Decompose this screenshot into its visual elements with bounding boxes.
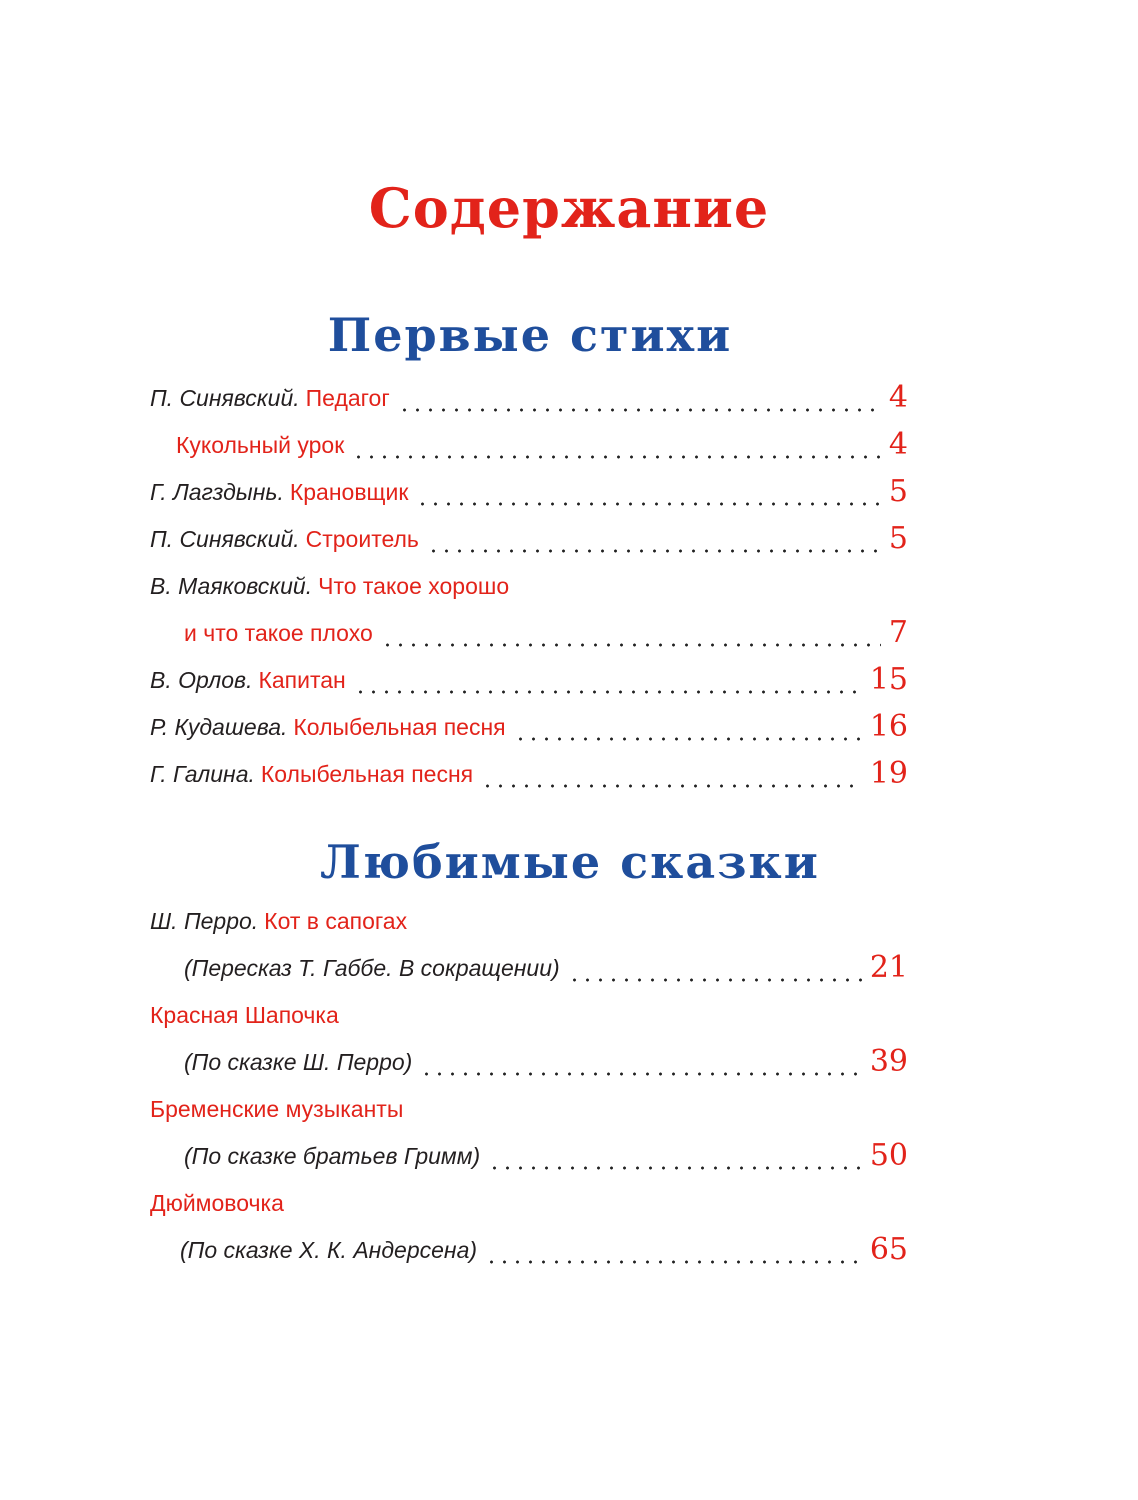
entry-page-number: 7 <box>888 615 908 650</box>
entry-page-number: 16 <box>869 709 908 744</box>
toc-entry[interactable] <box>150 373 908 413</box>
entry-note: (Пересказ Т. Габбе. В сокращении) <box>184 955 560 981</box>
entry-title: Строитель <box>305 526 419 552</box>
toc-entry[interactable] <box>150 1037 908 1077</box>
toc-entry[interactable] <box>150 702 908 742</box>
toc-entry[interactable] <box>150 990 908 1030</box>
dot-leader <box>381 618 881 648</box>
toc-entry[interactable] <box>150 608 908 648</box>
entry-title: и что такое плохо <box>184 620 373 646</box>
page-title: Содержание <box>368 176 770 240</box>
entry-title: Педагог <box>305 385 390 411</box>
entry-page-number: 5 <box>888 474 908 509</box>
toc-entry[interactable] <box>150 655 908 695</box>
entry-page-number: 65 <box>869 1232 908 1267</box>
entry-page-number: 50 <box>869 1138 908 1173</box>
toc-entry[interactable] <box>150 1178 908 1218</box>
toc-entry[interactable] <box>150 1131 908 1171</box>
entry-page-number: 19 <box>869 756 908 791</box>
toc-entry[interactable] <box>150 749 908 789</box>
entry-page-number: 4 <box>888 380 908 415</box>
toc-entry[interactable] <box>150 896 908 936</box>
toc-entry[interactable] <box>150 467 908 507</box>
entry-title: Колыбельная песня <box>293 714 506 740</box>
entry-page-number: 5 <box>888 521 908 556</box>
entry-note: (По сказке Ш. Перро) <box>184 1049 413 1075</box>
dot-leader <box>398 383 881 413</box>
dot-leader <box>420 1047 861 1077</box>
entry-author: Г. Галина. <box>150 761 255 787</box>
entry-author: Р. Кудашева. <box>150 714 288 740</box>
entry-author: В. Орлов. <box>150 667 253 693</box>
dot-leader <box>485 1235 862 1265</box>
toc-entry[interactable] <box>150 943 908 983</box>
dot-leader <box>568 953 862 983</box>
toc-entry[interactable] <box>150 420 908 460</box>
entry-title: Крановщик <box>289 479 409 505</box>
entry-note: (По сказке Х. К. Андерсена) <box>180 1237 478 1263</box>
toc-entry[interactable] <box>150 514 908 554</box>
entry-author: П. Синявский. <box>150 526 300 552</box>
section-title-poems: Первые стихи <box>327 308 733 362</box>
entry-title: Дюймовочка <box>150 1190 284 1216</box>
entry-title: Бременские музыканты <box>150 1096 404 1122</box>
entry-title: Колыбельная песня <box>260 761 474 787</box>
dot-leader <box>427 524 881 554</box>
entry-title: Капитан <box>258 667 346 693</box>
entry-page-number: 15 <box>869 662 908 697</box>
entry-title: Кукольный урок <box>176 432 345 458</box>
toc-entry[interactable] <box>150 1225 908 1265</box>
entry-page-number: 21 <box>869 950 908 985</box>
dot-leader <box>514 712 862 742</box>
dot-leader <box>416 477 881 507</box>
entry-author: В. Маяковский. <box>150 573 313 599</box>
section-title-tales: Любимые сказки <box>320 835 820 889</box>
dot-leader <box>481 759 862 789</box>
entry-title: Красная Шапочка <box>150 1002 339 1028</box>
entry-page-number: 39 <box>869 1044 908 1079</box>
dot-leader <box>488 1141 862 1171</box>
entry-author: П. Синявский. <box>150 385 300 411</box>
toc-entry[interactable] <box>150 561 908 601</box>
entry-author: Ш. Перро. <box>150 908 259 934</box>
entry-note: (По сказке братьев Гримм) <box>184 1143 481 1169</box>
dot-leader <box>354 665 862 695</box>
dot-leader <box>352 430 881 460</box>
entry-title: Что такое хорошо <box>318 573 510 599</box>
toc-entry[interactable] <box>150 1084 908 1124</box>
entry-title: Кот в сапогах <box>264 908 408 934</box>
entry-author: Г. Лагздынь. <box>150 479 284 505</box>
entry-page-number: 4 <box>888 427 908 462</box>
